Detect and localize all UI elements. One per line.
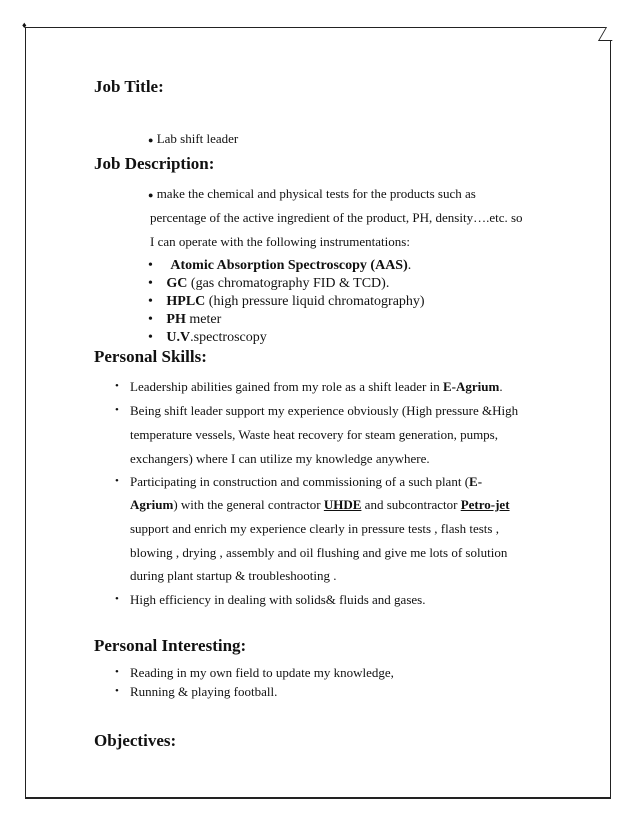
bullet-icon: • — [148, 330, 153, 345]
bullet-icon: • — [148, 294, 153, 309]
instrument-item: • GC (gas chromatography FID & TCD). — [148, 276, 390, 291]
bullet-icon: • — [115, 404, 119, 416]
objectives-heading: Objectives: — [94, 731, 177, 750]
job-description-line-2: percentage of the active ingredient of the product, PH, density….etc. so — [150, 210, 523, 225]
interest-item: Reading in my own field to update my knowledge, — [130, 665, 394, 680]
bullet-icon: • — [148, 276, 153, 291]
skill-item-2-line-1: Being shift leader support my experience obviously (High pressure &High — [130, 403, 519, 418]
skill-item-1: Leadership abilities gained from my role as a shift leader in E-Agrium. — [130, 379, 503, 394]
uhde-link: UHDE — [323, 497, 362, 512]
bullet-icon: ● — [148, 135, 154, 145]
petro-jet-link: Petro-jet — [460, 497, 510, 512]
bullet-icon: • — [115, 475, 119, 487]
bullet-icon: • — [148, 312, 153, 327]
instrument-item: • PH meter — [148, 312, 222, 327]
skill-item-3-line-1: Participating in construction and commissioning of a such plant (E- — [130, 474, 483, 489]
skill-item-2-line-3: exchangers) where I can utilize my knowledge anywhere. — [130, 451, 430, 466]
personal-interesting-heading: Personal Interesting: — [94, 636, 247, 655]
bullet-icon: • — [148, 258, 153, 273]
job-title-item: ● Lab shift leader — [148, 131, 239, 146]
instrument-item: • Atomic Absorption Spectroscopy (AAS). — [148, 258, 412, 273]
corner-diamond-icon: ♦ — [22, 20, 27, 30]
bullet-icon: • — [115, 380, 119, 392]
skill-item-3-line-2: Agrium) with the general contractor UHDE and subcontractor Petro-jet — [130, 497, 510, 512]
job-description-line-1: ● make the chemical and physical tests for the products such as — [148, 186, 476, 201]
interest-item: Running & playing football. — [130, 684, 278, 699]
skill-item-4: High efficiency in dealing with solids& fluids and gases. — [130, 592, 426, 607]
skill-item-2-line-2: temperature vessels, Waste heat recovery for steam generation, pumps, — [130, 427, 498, 442]
job-description-heading: Job Description: — [94, 154, 215, 173]
skill-item-3-line-5: during plant startup & troubleshooting . — [130, 568, 337, 583]
instrument-item: • HPLC (high pressure liquid chromatography) — [148, 294, 425, 309]
bullet-icon: • — [115, 593, 119, 605]
job-title-heading: Job Title: — [94, 77, 164, 96]
job-description-line-3: I can operate with the following instrumentations: — [150, 234, 410, 249]
bullet-icon: ● — [148, 190, 154, 200]
instrument-item: • U.V.spectroscopy — [148, 330, 267, 345]
skill-item-3-line-3: support and enrich my experience clearly in pressure tests , flash tests , — [130, 521, 499, 536]
skill-item-3-line-4: blowing , drying , assembly and oil flushing and give me lots of solution — [130, 545, 508, 560]
bullet-icon: • — [115, 685, 119, 697]
personal-skills-heading: Personal Skills: — [94, 347, 207, 366]
bullet-icon: • — [115, 666, 119, 678]
